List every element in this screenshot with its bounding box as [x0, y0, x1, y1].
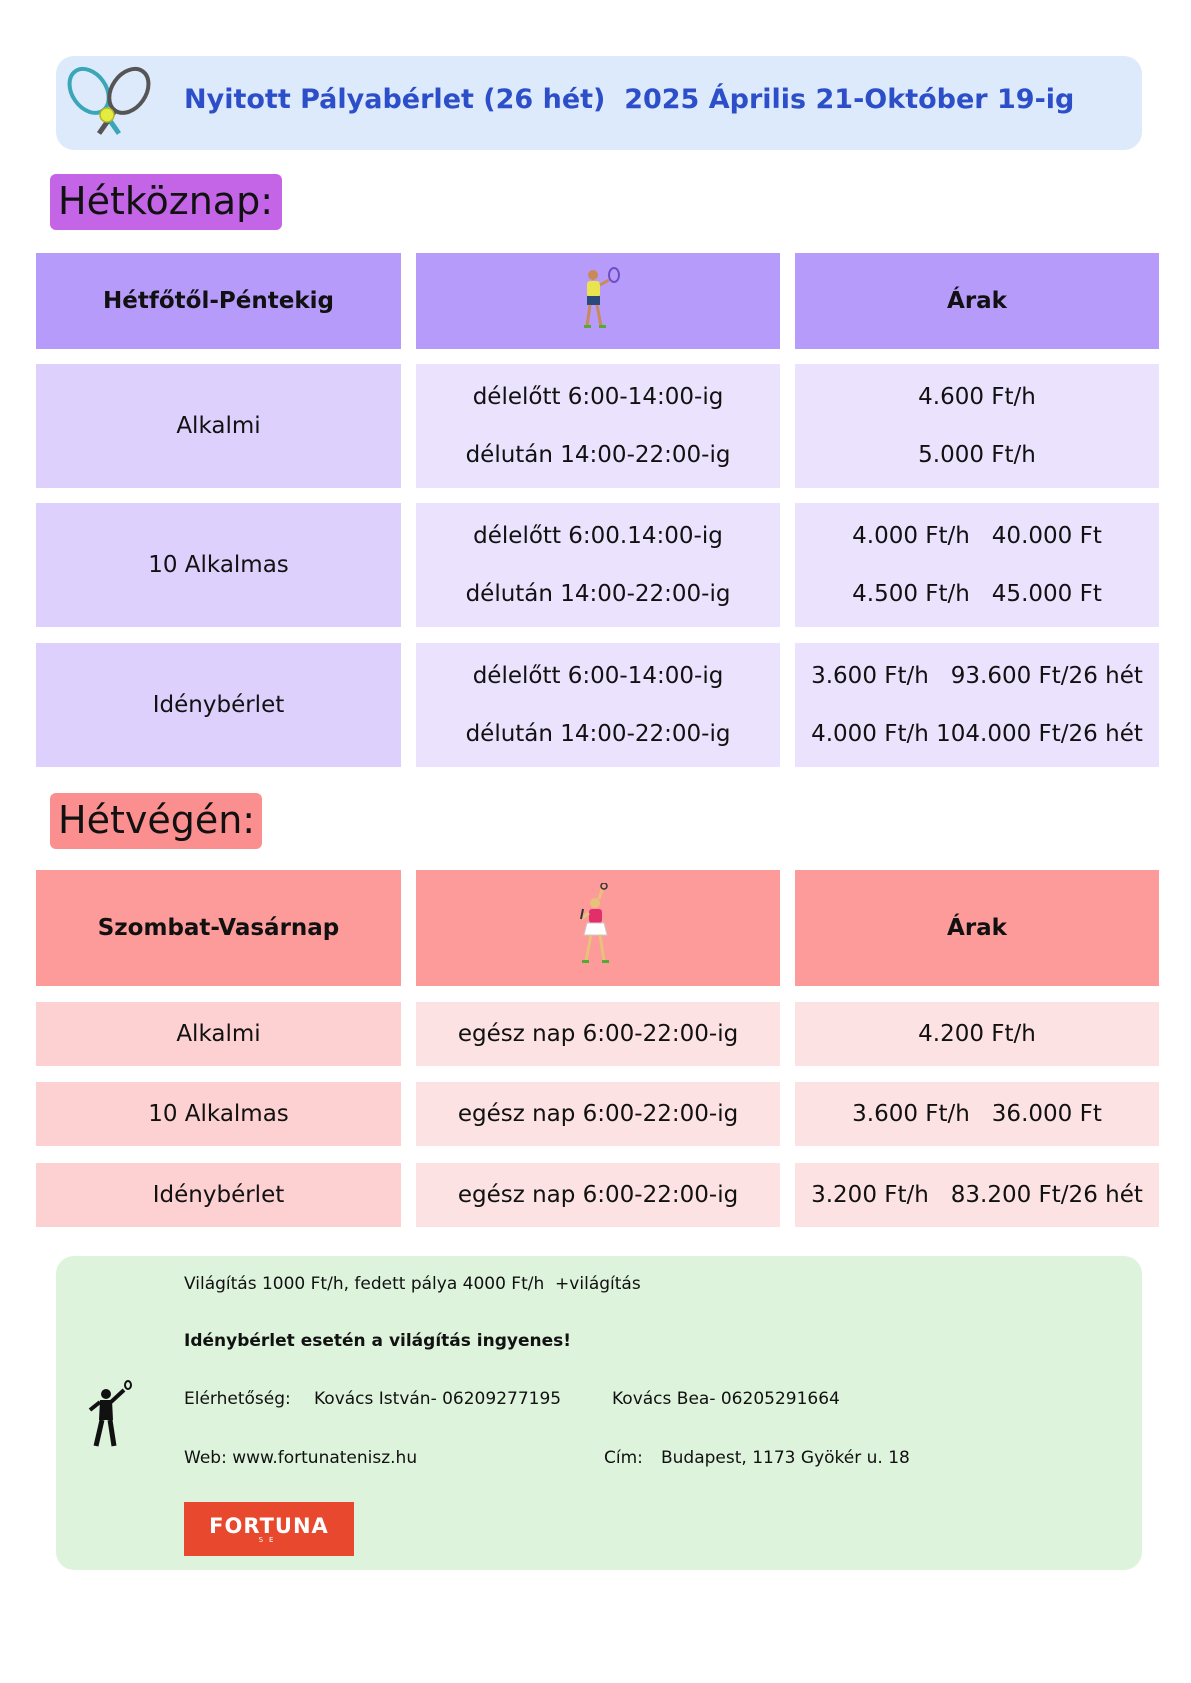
weekday-section-label: Hétköznap: — [50, 174, 282, 230]
fortuna-logo — [184, 1502, 354, 1556]
weekday-row-2-label — [36, 503, 401, 627]
weekend-row-1-price-text: 4.200 Ft/h — [918, 1021, 1036, 1047]
weekend-row-2-price-text: 3.600 Ft/h 36.000 Ft — [852, 1101, 1102, 1127]
tennis-player-silhouette-icon — [86, 1380, 136, 1452]
weekday-header-prices — [795, 253, 1159, 349]
weekday-row-1-times — [416, 364, 780, 488]
weekend-header-days-text: Szombat-Vasárnap — [97, 915, 340, 941]
weekday-header-prices-text: Árak — [947, 288, 1007, 314]
weekday-row-1-label — [36, 364, 401, 488]
weekend-row-3-label — [36, 1163, 401, 1227]
weekend-row-3-time — [416, 1163, 780, 1227]
weekday-row-3-prices — [795, 643, 1159, 767]
fortuna-logo-text: FORTUNA — [209, 1514, 329, 1538]
weekday-row-3-times — [416, 643, 780, 767]
weekday-row-2-times — [416, 503, 780, 627]
weekday-header-days — [36, 253, 401, 349]
weekend-header-icon-cell — [416, 870, 780, 986]
contact-kovacs-istvan: Kovács István- 06209277195 — [314, 1389, 562, 1409]
weekday-row-1-price-morning: 4.600 Ft/h — [918, 384, 1036, 410]
weekend-row-2-time-text: egész nap 6:00-22:00-ig — [457, 1101, 739, 1127]
weekday-row-2-label-text: 10 Alkalmas — [148, 552, 289, 578]
weekday-row-1-prices — [795, 364, 1159, 488]
weekday-row-3-price-morning: 3.600 Ft/h 93.600 Ft/26 hét — [811, 663, 1143, 689]
weekend-row-2-label-text: 10 Alkalmas — [148, 1101, 289, 1127]
weekday-row-3-price-afternoon: 4.000 Ft/h 104.000 Ft/26 hét — [811, 721, 1143, 747]
weekday-row-1-label-text: Alkalmi — [176, 413, 261, 439]
season-lighting-note: Idénybérlet esetén a világítás ingyenes! — [184, 1331, 571, 1351]
contact-label: Elérhetőség: — [184, 1389, 291, 1409]
weekend-row-3-price-text: 3.200 Ft/h 83.200 Ft/26 hét — [811, 1182, 1143, 1208]
weekend-row-1-label-text: Alkalmi — [176, 1021, 261, 1047]
weekend-row-2-time — [416, 1082, 780, 1146]
weekday-row-3-label-text: Idénybérlet — [152, 692, 285, 718]
weekday-row-1-price-afternoon: 5.000 Ft/h — [918, 442, 1036, 468]
weekend-row-1-price — [795, 1002, 1159, 1066]
weekend-section-label: Hétvégén: — [50, 793, 262, 849]
weekday-row-2-price-afternoon: 4.500 Ft/h 45.000 Ft — [852, 581, 1102, 607]
weekend-row-3-label-text: Idénybérlet — [152, 1182, 285, 1208]
weekday-row-1-time-morning: délelőtt 6:00-14:00-ig — [472, 384, 724, 410]
weekend-row-3-time-text: egész nap 6:00-22:00-ig — [457, 1182, 739, 1208]
tennis-rackets-icon — [60, 60, 160, 148]
weekend-header-days — [36, 870, 401, 986]
weekday-header-days-text: Hétfőtől-Péntekig — [103, 288, 334, 314]
weekday-row-2-prices — [795, 503, 1159, 627]
weekday-row-3-time-afternoon: délután 14:00-22:00-ig — [465, 721, 731, 747]
fortuna-logo-subtext: SE — [258, 1536, 280, 1544]
weekday-row-2-time-afternoon: délután 14:00-22:00-ig — [465, 581, 731, 607]
weekend-row-1-time-text: egész nap 6:00-22:00-ig — [457, 1021, 739, 1047]
weekday-row-3-label — [36, 643, 401, 767]
website-link[interactable]: Web: www.fortunatenisz.hu — [184, 1448, 418, 1468]
weekday-row-1-time-afternoon: délután 14:00-22:00-ig — [465, 442, 731, 468]
page-title: Nyitott Pályabérlet (26 hét) 2025 Április 21-Október 19-ig — [184, 84, 1075, 115]
weekday-row-3-time-morning: délelőtt 6:00-14:00-ig — [472, 663, 724, 689]
weekend-header-prices-text: Árak — [947, 915, 1007, 941]
male-tennis-player-icon — [573, 266, 623, 336]
lighting-info: Világítás 1000 Ft/h, fedett pálya 4000 Ft/h +világítás — [184, 1274, 641, 1294]
weekday-row-2-price-morning: 4.000 Ft/h 40.000 Ft — [852, 523, 1102, 549]
weekend-row-3-price — [795, 1163, 1159, 1227]
female-tennis-player-icon — [573, 883, 623, 973]
weekday-header-icon-cell — [416, 253, 780, 349]
weekend-row-2-label — [36, 1082, 401, 1146]
weekend-header-prices — [795, 870, 1159, 986]
weekend-row-2-price — [795, 1082, 1159, 1146]
address-label: Cím: — [604, 1448, 643, 1468]
address-text: Budapest, 1173 Gyökér u. 18 — [661, 1448, 910, 1468]
weekday-row-2-time-morning: délelőtt 6:00.14:00-ig — [473, 523, 723, 549]
contact-kovacs-bea: Kovács Bea- 06205291664 — [612, 1389, 840, 1409]
weekend-row-1-label — [36, 1002, 401, 1066]
weekend-row-1-time — [416, 1002, 780, 1066]
